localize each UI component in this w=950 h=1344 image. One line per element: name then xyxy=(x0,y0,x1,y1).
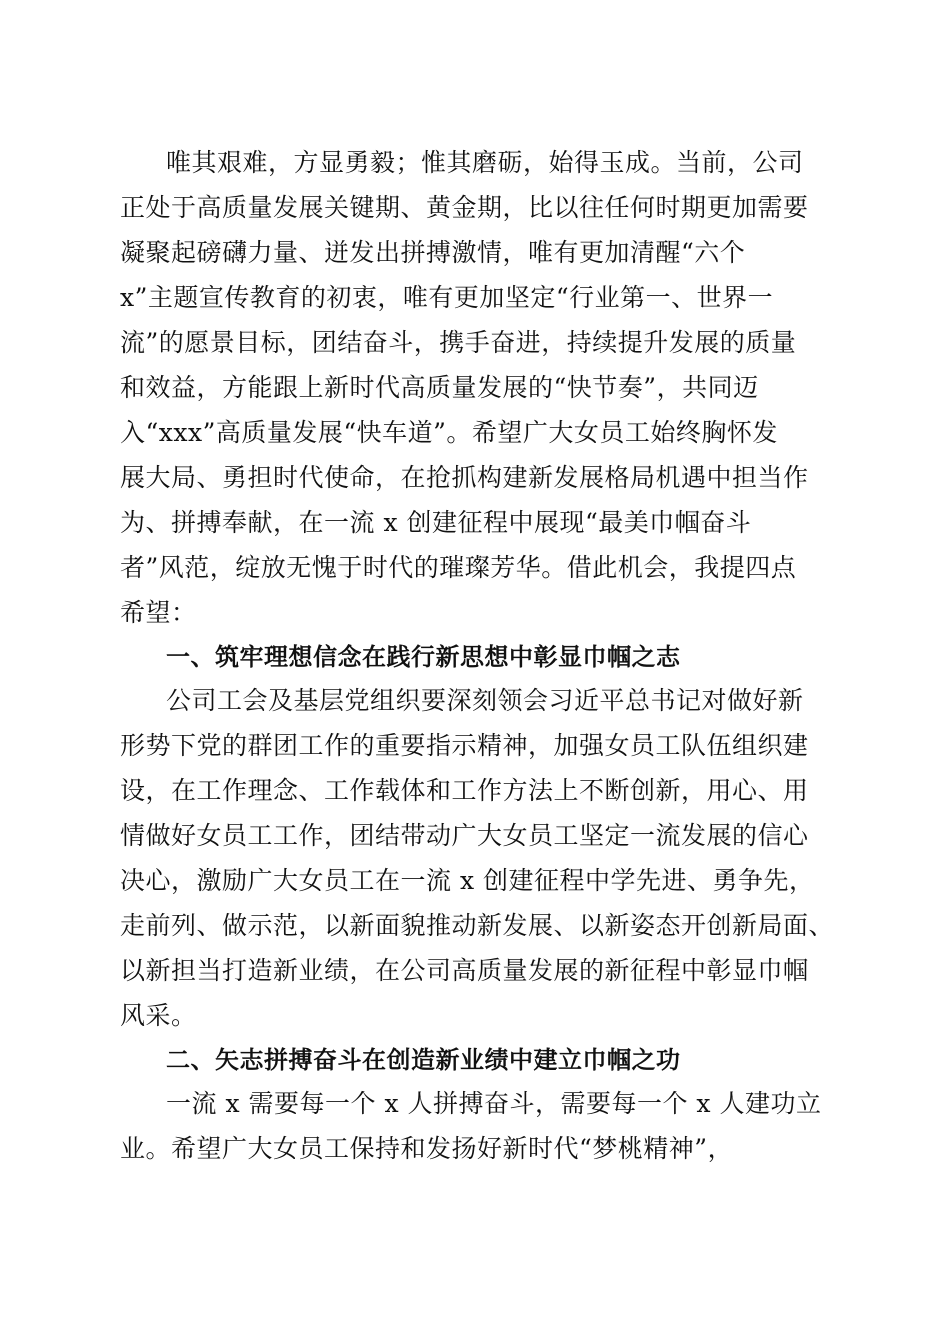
paragraph-line: 唯其艰难，方显勇毅；惟其磨砺，始得玉成。当前，公司 xyxy=(166,148,804,177)
section-heading-2: 二、矢志拼搏奋斗在创造新业绩中建立巾帼之功 xyxy=(166,1046,681,1074)
paragraph-line: 决心，激励广大女员工在一流 x 创建征程中学先进、勇争先， xyxy=(120,866,815,895)
paragraph-line: 凝聚起磅礴力量、迸发出拼搏激情，唯有更加清醒“六个 xyxy=(120,238,746,267)
paragraph-line: 情做好女员工工作，团结带动广大女员工坚定一流发展的信心 xyxy=(120,821,809,850)
paragraph-line: 希望： xyxy=(120,598,197,627)
paragraph-line: x”主题宣传教育的初衷，唯有更加坚定“行业第一、世界一 xyxy=(120,283,774,312)
paragraph-line: 展大局、勇担时代使命，在抢抓构建新发展格局机遇中担当作 xyxy=(120,463,809,492)
paragraph-line: 以新担当打造新业绩，在公司高质量发展的新征程中彰显巾帼 xyxy=(120,956,809,985)
paragraph-line: 公司工会及基层党组织要深刻领会习近平总书记对做好新 xyxy=(166,686,804,715)
paragraph-line: 和效益，方能跟上新时代高质量发展的“快节奏”，共同迈 xyxy=(120,373,759,402)
paragraph-line: 设，在工作理念、工作载体和工作方法上不断创新，用心、用 xyxy=(120,776,809,805)
paragraph-line: 走前列、做示范，以新面貌推动新发展、以新姿态开创新局面、 xyxy=(120,911,835,940)
paragraph-line: 流”的愿景目标，团结奋斗，携手奋进，持续提升发展的质量 xyxy=(120,328,797,357)
paragraph-line: 业。希望广大女员工保持和发扬好新时代“梦桃精神”， xyxy=(120,1134,734,1163)
paragraph-line: 入“xxx”高质量发展“快车道”。希望广大女员工始终胸怀发 xyxy=(120,418,778,447)
paragraph-line: 者”风范，绽放无愧于时代的璀璨芳华。借此机会，我提四点 xyxy=(120,553,797,582)
paragraph-line: 为、拼搏奉献，在一流 x 创建征程中展现“最美巾帼奋斗 xyxy=(120,508,752,537)
paragraph-line: 形势下党的群团工作的重要指示精神，加强女员工队伍组织建 xyxy=(120,731,809,760)
paragraph-line: 一流 x 需要每一个 x 人拼搏奋斗，需要每一个 x 人建功立 xyxy=(166,1089,822,1118)
paragraph-line: 正处于高质量发展关键期、黄金期，比以往任何时期更加需要 xyxy=(120,193,809,222)
section-heading-1: 一、筑牢理想信念在践行新思想中彰显巾帼之志 xyxy=(166,643,681,671)
paragraph-line: 风采。 xyxy=(120,1001,197,1030)
